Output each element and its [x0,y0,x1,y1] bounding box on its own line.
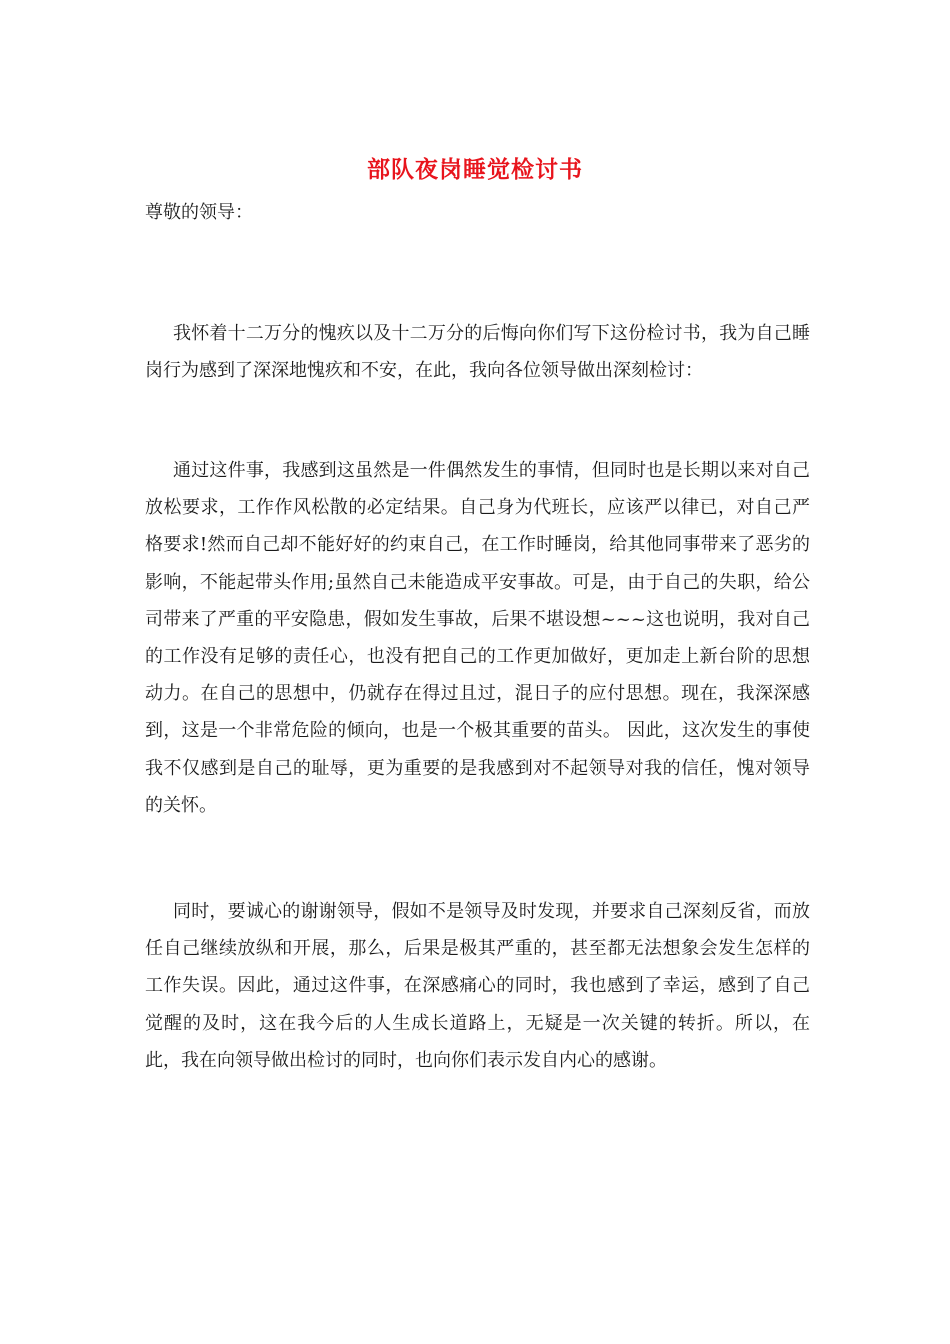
document-title: 部队夜岗睡觉检讨书 [367,156,583,183]
paragraph-1: 我怀着十二万分的愧疚以及十二万分的后悔向你们写下这份检讨书，我为自己睡岗行为感到了深深地愧疚和不安，在此，我向各位领导做出深刻检讨： [145,323,810,382]
salutation: 尊敬的领导： [145,202,253,223]
paragraph-2: 通过这件事，我感到这虽然是一件偶然发生的事情，但同时也是长期以来对自己放松要求，工作作风松散的必定结果。自己身为代班长，应该严以律已，对自己严格要求!然而自己却不能好好的约束自己，在工作时睡岗，给其他同事带来了恶劣的影响，不能起带头作用;虽然自己未能造成平安事故。可是，由于自己的失职，给公司带来了严重的平安隐患，假如发生事故，后果不堪设想~~~这也说明，我对自己的工作没有足够的责任心，也没有把自己的工作更加做好，更加走上新台阶的思想动力。在自己的思想中，仍就存在得过且过，混日子的应付思想。现在，我深深感到，这是一个非常危险的倾向，也是一个极其重要的苗头。 因此，这次发生的事使我不仅感到是自己的耻辱，更为重要的是我感到对不起领导对我的信任，愧对领导的关怀。 [145,460,810,816]
paragraph-3: 同时，要诚心的谢谢领导，假如不是领导及时发现，并要求自己深刻反省，而放任自己继续放纵和开展，那么，后果是极其严重的，甚至都无法想象会发生怎样的工作失误。因此，通过这件事，在深感痛心的同时，我也感到了幸运，感到了自己觉醒的及时，这在我今后的人生成长道路上，无疑是一次关键的转折。所以，在此，我在向领导做出检讨的同时，也向你们表示发自内心的感谢。 [145,901,810,1071]
